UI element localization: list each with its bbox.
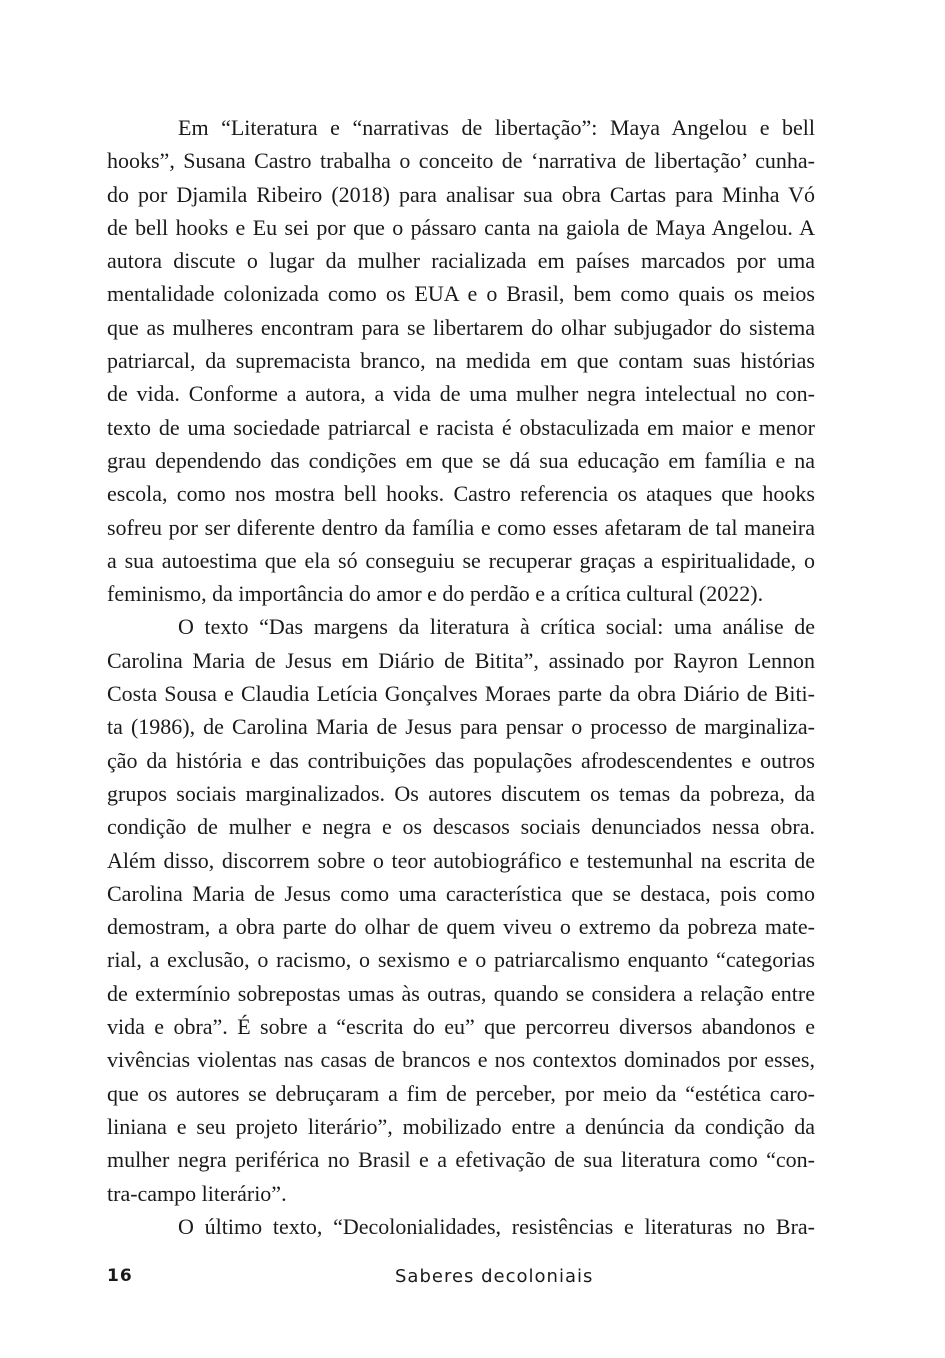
text-line: Carolina Maria de Jesus em Diário de Bitita”, assinado por Rayron Lennon bbox=[107, 647, 815, 673]
text-line: autora discute o lugar da mulher racializada em países marcados por uma bbox=[107, 248, 815, 274]
page-body bbox=[107, 111, 815, 1243]
text-line: que as mulheres encontram para se libertarem do olhar subjugador do sistema bbox=[107, 314, 815, 340]
text-line: Carolina Maria de Jesus como uma característica que se destaca, pois como bbox=[107, 880, 815, 906]
text-line: de bell hooks e Eu sei por que o pássaro canta na gaiola de Maya Angelou. A bbox=[107, 214, 815, 240]
text-line: O texto “Das margens da literatura à crítica social: uma análise de bbox=[178, 614, 815, 640]
text-line: mentalidade colonizada como os EUA e o Brasil, bem como quais os meios bbox=[107, 281, 815, 307]
text-line: hooks”, Susana Castro trabalha o conceito de ‘narrativa de libertação’ cunha- bbox=[107, 148, 815, 174]
text-line: demostram, a obra parte do olhar de quem viveu o extremo da pobreza mate- bbox=[107, 914, 815, 940]
text-line: do por Djamila Ribeiro (2018) para analisar sua obra Cartas para Minha Vó bbox=[107, 181, 815, 207]
running-title: Saberes decoloniais bbox=[395, 1266, 594, 1287]
text-line: ção da história e das contribuições das populações afrodescendentes e outros bbox=[107, 747, 815, 773]
text-line: mulher negra periférica no Brasil e a efetivação de sua literatura como “con- bbox=[107, 1147, 815, 1173]
text-line: grupos sociais marginalizados. Os autores discutem os temas da pobreza, da bbox=[107, 780, 815, 806]
text-line: de vida. Conforme a autora, a vida de uma mulher negra intelectual no con- bbox=[107, 381, 815, 407]
text-line: de extermínio sobrepostas umas às outras, quando se considera a relação entre bbox=[107, 980, 815, 1006]
text-line: Em “Literatura e “narrativas de libertação”: Maya Angelou e bell bbox=[178, 115, 815, 140]
text-line: vivências violentas nas casas de brancos e nos contextos dominados por esses, bbox=[107, 1047, 815, 1073]
text-line: liniana e seu projeto literário”, mobilizado entre a denúncia da condição da bbox=[107, 1113, 815, 1139]
text-line: rial, a exclusão, o racismo, o sexismo e o patriarcalismo enquanto “categorias bbox=[107, 947, 815, 973]
text-line: grau dependendo das condições em que se dá sua educação em família e na bbox=[107, 447, 815, 473]
page-footer bbox=[107, 1266, 815, 1292]
text-line: condição de mulher e negra e os descasos sociais denunciados nessa obra. bbox=[107, 814, 815, 840]
text-line: tra-campo literário”. bbox=[107, 1180, 287, 1206]
paragraph bbox=[107, 610, 815, 1209]
page-number: 16 bbox=[107, 1266, 133, 1286]
paragraph bbox=[107, 111, 815, 610]
text-line: que os autores se debruçaram a fim de perceber, por meio da “estética caro- bbox=[107, 1080, 815, 1106]
text-line: escola, como nos mostra bell hooks. Castro referencia os ataques que hooks bbox=[107, 481, 815, 507]
text-line: texto de uma sociedade patriarcal e racista é obstaculizada em maior e menor bbox=[107, 414, 815, 440]
text-line: ta (1986), de Carolina Maria de Jesus para pensar o processo de marginaliza- bbox=[107, 714, 815, 740]
text-line: O último texto, “Decolonialidades, resistências e literaturas no Bra- bbox=[178, 1213, 815, 1239]
text-line: a sua autoestima que ela só conseguiu se recuperar graças a espiritualidade, o bbox=[107, 547, 815, 573]
text-line: feminismo, da importância do amor e do perdão e a crítica cultural (2022). bbox=[107, 581, 764, 607]
paragraph bbox=[107, 1210, 815, 1243]
text-line: sofreu por ser diferente dentro da família e como esses afetaram de tal maneira bbox=[107, 514, 815, 540]
text-line: vida e obra”. É sobre a “escrita do eu” que percorreu diversos abandonos e bbox=[107, 1014, 815, 1040]
text-line: Costa Sousa e Claudia Letícia Gonçalves Moraes parte da obra Diário de Biti- bbox=[107, 681, 815, 707]
text-line: Além disso, discorrem sobre o teor autobiográfico e testemunhal na escrita de bbox=[107, 847, 815, 873]
text-line: patriarcal, da supremacista branco, na medida em que contam suas histórias bbox=[107, 348, 815, 374]
